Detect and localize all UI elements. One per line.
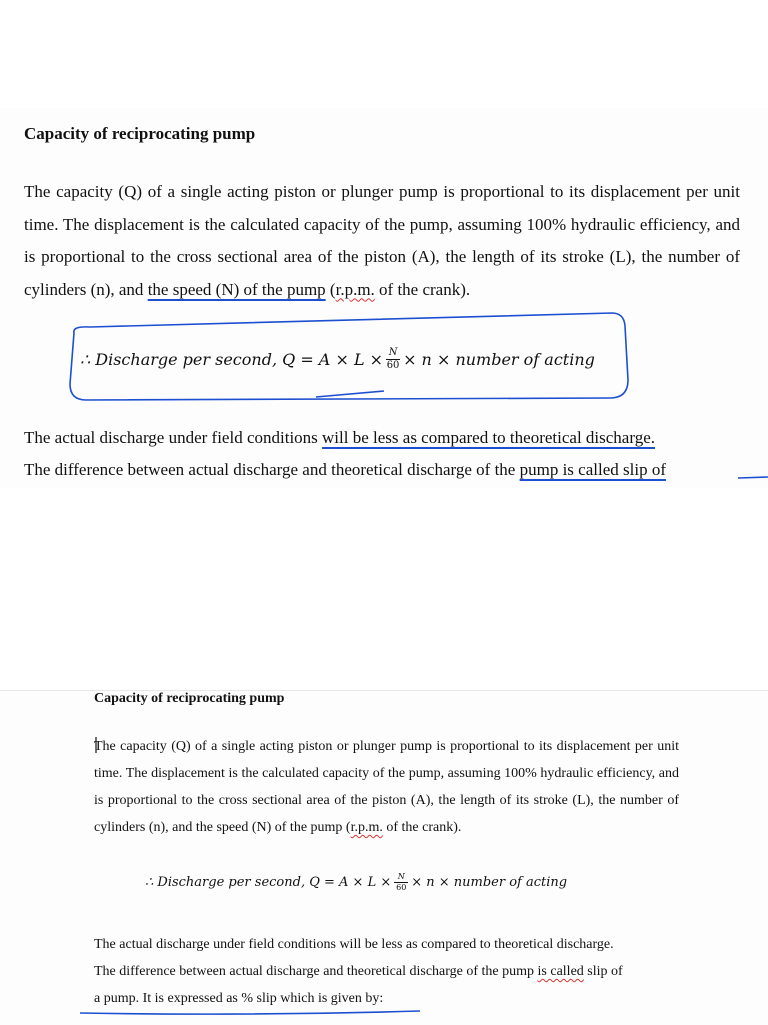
slip-line-underline [80, 1011, 420, 1014]
paragraph-text: The capacity (Q) of a single acting piston or plunger pump is proportional to its displacement per unit time. The displacement is the calculated capacity of the pump, assuming 100% hydraulic efficiency, and is proportional to the cross sectional area of the piston (A), the length of its stroke (L), the number of cylinders (n), and [24, 182, 740, 299]
fraction-denominator: 60 [386, 359, 400, 371]
paragraph-text: ( [325, 279, 336, 299]
underlined-slip-phrase: pump is called slip of [519, 460, 666, 479]
slip-underline-tail [738, 477, 768, 478]
paragraph-text: The difference between actual discharge and theoretical discharge of the pump [94, 964, 538, 979]
paragraph-text: The capacity (Q) of a single acting piston or plunger pump is proportional to its displacement per unit time. The displacement is the calculated capacity of the pump, assuming 100% hydraulic efficiency, and is proportional to the cross sectional area of the piston (A), the length of its stroke (L), the number of cylinders (n), and the speed (N) of the pump ( [94, 739, 679, 835]
paragraph-line: The actual discharge under field conditions will be less as compared to theoretical discharge. [94, 937, 614, 952]
paragraph-text: The actual discharge under field conditions [24, 428, 323, 447]
paragraph-text: of the crank). [374, 279, 471, 299]
formula-lhs: ∴ Discharge per second, Q = A × L × [80, 349, 384, 369]
pen-annotation-layer [0, 108, 768, 488]
fraction-numerator: N [388, 347, 398, 358]
paragraph-text: of the crank). [382, 820, 462, 835]
formula-rhs: × n × number of acting [411, 875, 568, 891]
section-title: Capacity of reciprocating pump [94, 691, 285, 706]
paragraph-text: The difference between actual discharge and theoretical discharge of the [24, 460, 520, 479]
formula-underline-stroke [316, 391, 384, 397]
formula-rhs: × n × number of acting [403, 349, 595, 369]
fraction-denominator: 60 [396, 883, 407, 893]
formula-lhs: ∴ Discharge per second, Q = A × L × [145, 875, 392, 891]
document-page-panel [0, 690, 768, 1025]
paragraph-line: a pump. It is expressed as % slip which is given by: [94, 991, 384, 1006]
zoomed-document-panel [0, 108, 768, 488]
pen-annotation-layer [0, 691, 768, 1025]
section-title: Capacity of reciprocating pump [24, 124, 256, 143]
underlined-speed-phrase: the speed (N) of the pump [147, 279, 326, 299]
spellcheck-phrase: is called [537, 964, 584, 979]
underlined-comparison-phrase: will be less as compared to theoretical discharge. [322, 428, 655, 447]
fraction-numerator: N [397, 872, 405, 881]
rpm-abbrev: r.p.m. [335, 279, 375, 299]
formula-highlight-box [70, 313, 628, 400]
rpm-abbrev: r.p.m. [350, 820, 383, 835]
paragraph-text: slip of [583, 964, 623, 979]
